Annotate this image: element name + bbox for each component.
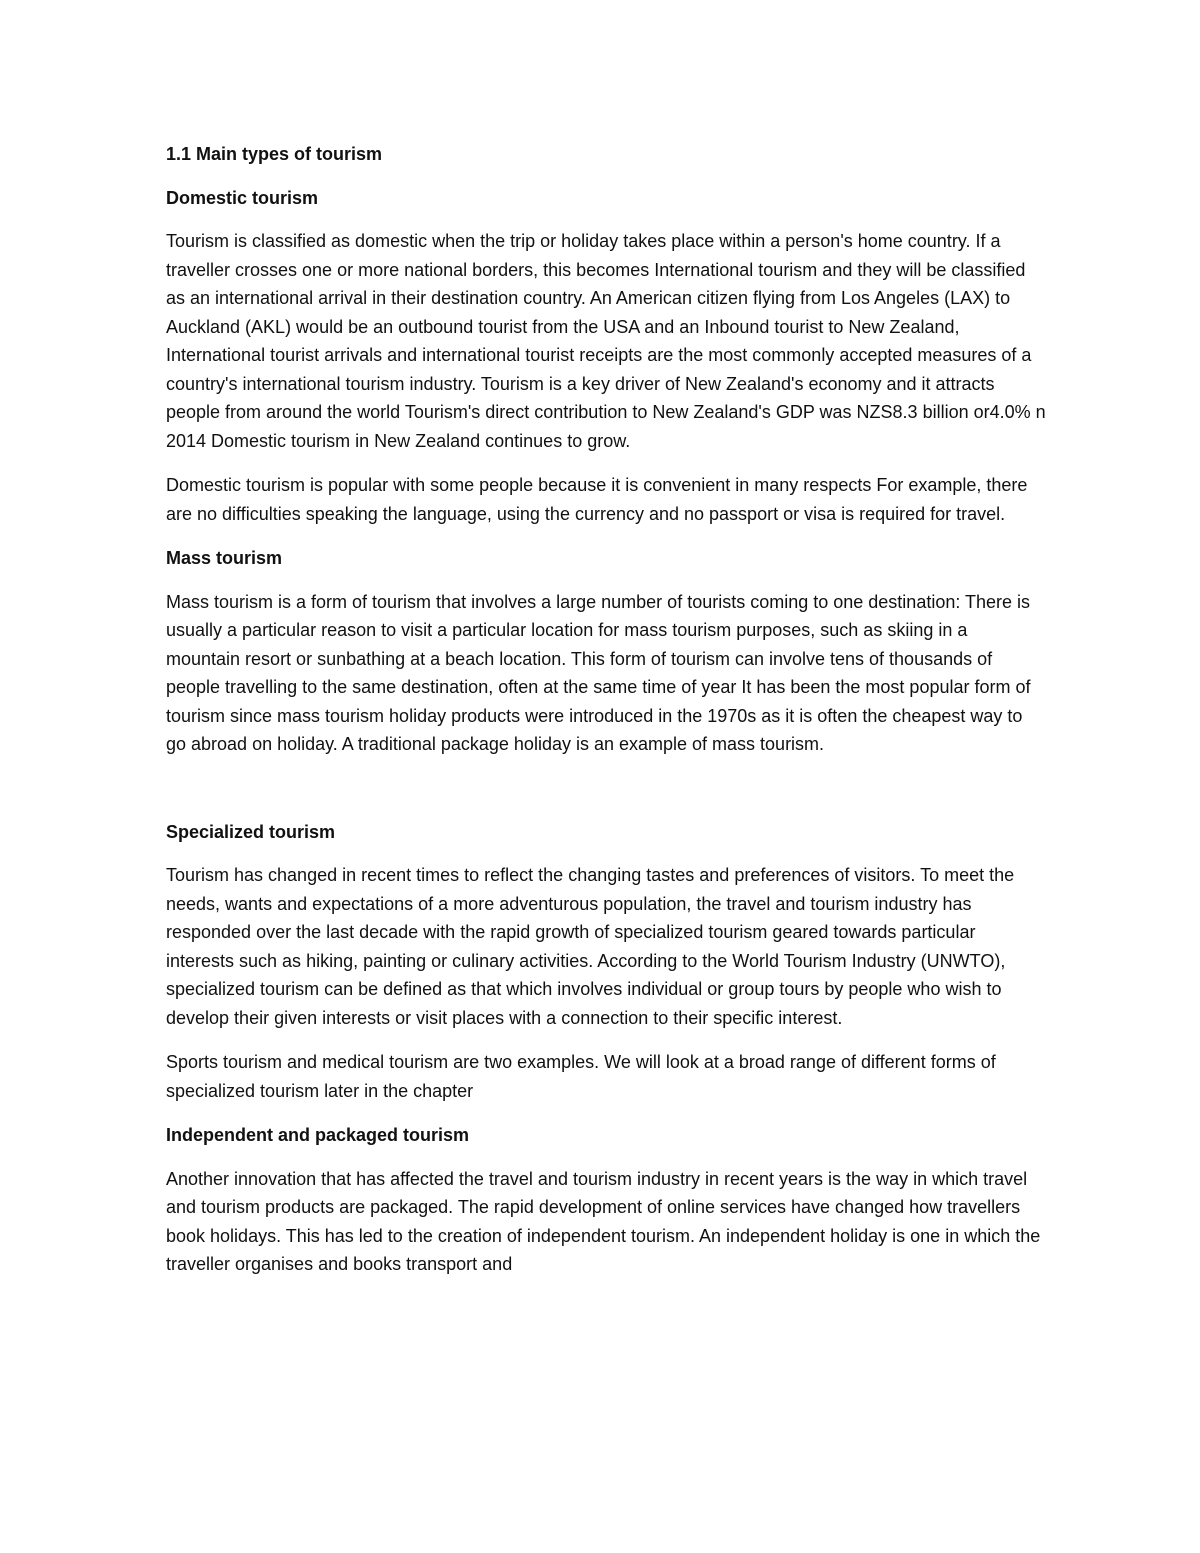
section-heading-independent: Independent and packaged tourism xyxy=(166,1125,470,1145)
paragraph-specialized-1: Tourism has changed in recent times to reflect the changing tastes and preferences of visitors. To meet the needs, wants and expectations of a more adventurous population, the travel and tourism industry has responded over the last decade with the rapid growth of specialized tourism geared towards particular interests such as hiking, painting or culinary activities. According to the World Tourism Industry (UNWTO), specialized tourism can be defined as that which involves individual or group tours by people who wish to develop their given interests or visit places with a connection to their specific interest. xyxy=(166,865,1015,1028)
paragraph-domestic-1: Tourism is classified as domestic when the trip or holiday takes place within a person's home country. If a traveller crosses one or more national borders, this becomes International tourism and they will be classified as an international arrival in their destination country. An American citizen flying from Los Angeles (LAX) to Auckland (AKL) would be an outbound tourist from the USA and an Inbound tourist to New Zealand, International tourist arrivals and international tourist receipts are the most commonly accepted measures of a country's international tourism industry. Tourism is a key driver of New Zealand's economy and it attracts people from around the world Tourism's direct contribution to New Zealand's GDP was NZS8.3 billion or4.0% n 2014 Domestic tourism in New Zealand continues to grow. xyxy=(166,231,1046,451)
document-title: 1.1 Main types of tourism xyxy=(166,144,383,164)
paragraph-mass-1: Mass tourism is a form of tourism that involves a large number of tourists coming to one destination: There is usually a particular reason to visit a particular location for mass tourism purposes, such as skiing in a mountain resort or sunbathing at a beach location. This form of tourism can involve tens of thousands of people travelling to the same destination, often at the same time of year It has been the most popular form of tourism since mass tourism holiday products were introduced in the 1970s as it is often the cheapest way to go abroad on holiday. A traditional package holiday is an example of mass tourism. xyxy=(166,591,1031,754)
section-heading-specialized: Specialized tourism xyxy=(166,821,336,842)
paragraph-specialized-2: Sports tourism and medical tourism are two examples. We will look at a broad range of different forms of specialized tourism later in the chapter xyxy=(166,1052,996,1101)
section-heading-mass: Mass tourism xyxy=(166,548,283,568)
document-page xyxy=(166,140,1046,1279)
paragraph-domestic-2: Domestic tourism is popular with some people because it is convenient in many respects For example, there are no difficulties speaking the language, using the currency and no passport or visa is required for travel. xyxy=(166,475,1028,524)
section-heading-domestic: Domestic tourism xyxy=(166,187,319,208)
paragraph-independent-1: Another innovation that has affected the travel and tourism industry in recent years is the way in which travel and tourism products are packaged. The rapid development of online services have changed how travellers book holidays. This has led to the creation of independent tourism. An independent holiday is one in which the traveller organises and books transport and xyxy=(166,1168,1041,1274)
